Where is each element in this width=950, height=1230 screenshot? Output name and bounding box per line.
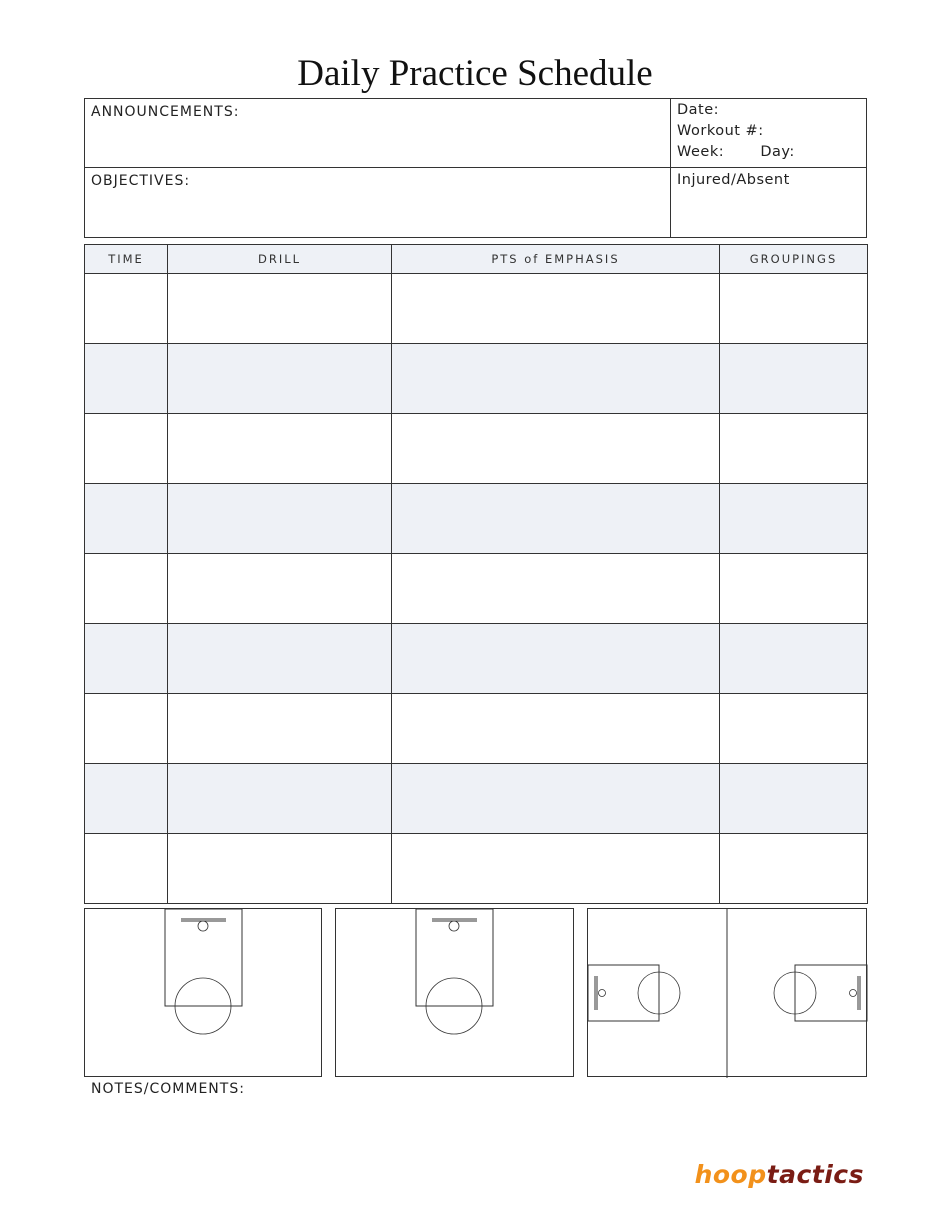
emphasis-cell[interactable] (392, 554, 720, 624)
table-row (85, 554, 868, 624)
full-court-diagram-lines (588, 909, 868, 1078)
column-header-time: TIME (85, 245, 168, 274)
half-court-diagram-2[interactable] (335, 908, 574, 1077)
table-row (85, 484, 868, 554)
logo-part-tactics: tactics (766, 1160, 864, 1189)
day-label: Day: (760, 144, 795, 160)
objectives-label: OBJECTIVES: (91, 173, 191, 189)
column-header-drill: DRILL (168, 245, 392, 274)
drill-cell[interactable] (168, 414, 392, 484)
drill-cell[interactable] (168, 764, 392, 834)
practice-schedule-table (84, 244, 868, 904)
emphasis-cell[interactable] (392, 274, 720, 344)
emphasis-cell[interactable] (392, 344, 720, 414)
half-court-diagram-1-lines (85, 909, 323, 1078)
groupings-cell[interactable] (720, 624, 868, 694)
date-info-box[interactable] (670, 98, 867, 168)
date-label: Date: (677, 102, 720, 118)
time-cell[interactable] (85, 484, 168, 554)
table-row (85, 414, 868, 484)
emphasis-cell[interactable] (392, 834, 720, 904)
drill-cell[interactable] (168, 274, 392, 344)
table-row (85, 344, 868, 414)
time-cell[interactable] (85, 834, 168, 904)
time-cell[interactable] (85, 274, 168, 344)
drill-cell[interactable] (168, 484, 392, 554)
full-court-diagram[interactable] (587, 908, 867, 1077)
time-cell[interactable] (85, 344, 168, 414)
injured-absent-label: Injured/Absent (677, 172, 790, 188)
notes-comments-label: NOTES/COMMENTS: (91, 1081, 245, 1097)
time-cell[interactable] (85, 764, 168, 834)
emphasis-cell[interactable] (392, 624, 720, 694)
table-header-row (85, 245, 868, 274)
injured-absent-box[interactable] (670, 167, 867, 238)
table-row (85, 624, 868, 694)
groupings-cell[interactable] (720, 834, 868, 904)
table-row (85, 274, 868, 344)
hooptactics-logo (695, 1160, 864, 1189)
drill-cell[interactable] (168, 694, 392, 764)
announcements-box[interactable] (84, 98, 671, 168)
half-court-diagram-1[interactable] (84, 908, 322, 1077)
drill-cell[interactable] (168, 344, 392, 414)
table-row (85, 764, 868, 834)
time-cell[interactable] (85, 554, 168, 624)
column-header-groupings: GROUPINGS (720, 245, 868, 274)
emphasis-cell[interactable] (392, 694, 720, 764)
time-cell[interactable] (85, 694, 168, 764)
groupings-cell[interactable] (720, 694, 868, 764)
objectives-box[interactable] (84, 167, 671, 238)
drill-cell[interactable] (168, 834, 392, 904)
drill-cell[interactable] (168, 624, 392, 694)
drill-cell[interactable] (168, 554, 392, 624)
week-label: Week: (677, 144, 725, 160)
half-court-diagram-2-lines (336, 909, 575, 1078)
groupings-cell[interactable] (720, 344, 868, 414)
emphasis-cell[interactable] (392, 764, 720, 834)
time-cell[interactable] (85, 414, 168, 484)
logo-part-hoop: hoop (694, 1160, 767, 1189)
time-cell[interactable] (85, 624, 168, 694)
emphasis-cell[interactable] (392, 484, 720, 554)
groupings-cell[interactable] (720, 484, 868, 554)
table-row (85, 834, 868, 904)
groupings-cell[interactable] (720, 414, 868, 484)
table-row (85, 694, 868, 764)
column-header-pts-of-emphasis: PTS of EMPHASIS (392, 245, 720, 274)
groupings-cell[interactable] (720, 274, 868, 344)
emphasis-cell[interactable] (392, 414, 720, 484)
page-title: Daily Practice Schedule (297, 53, 653, 94)
week-day-line (677, 142, 795, 163)
groupings-cell[interactable] (720, 554, 868, 624)
announcements-label: ANNOUNCEMENTS: (91, 104, 240, 120)
groupings-cell[interactable] (720, 764, 868, 834)
workout-label: Workout #: (677, 123, 764, 139)
